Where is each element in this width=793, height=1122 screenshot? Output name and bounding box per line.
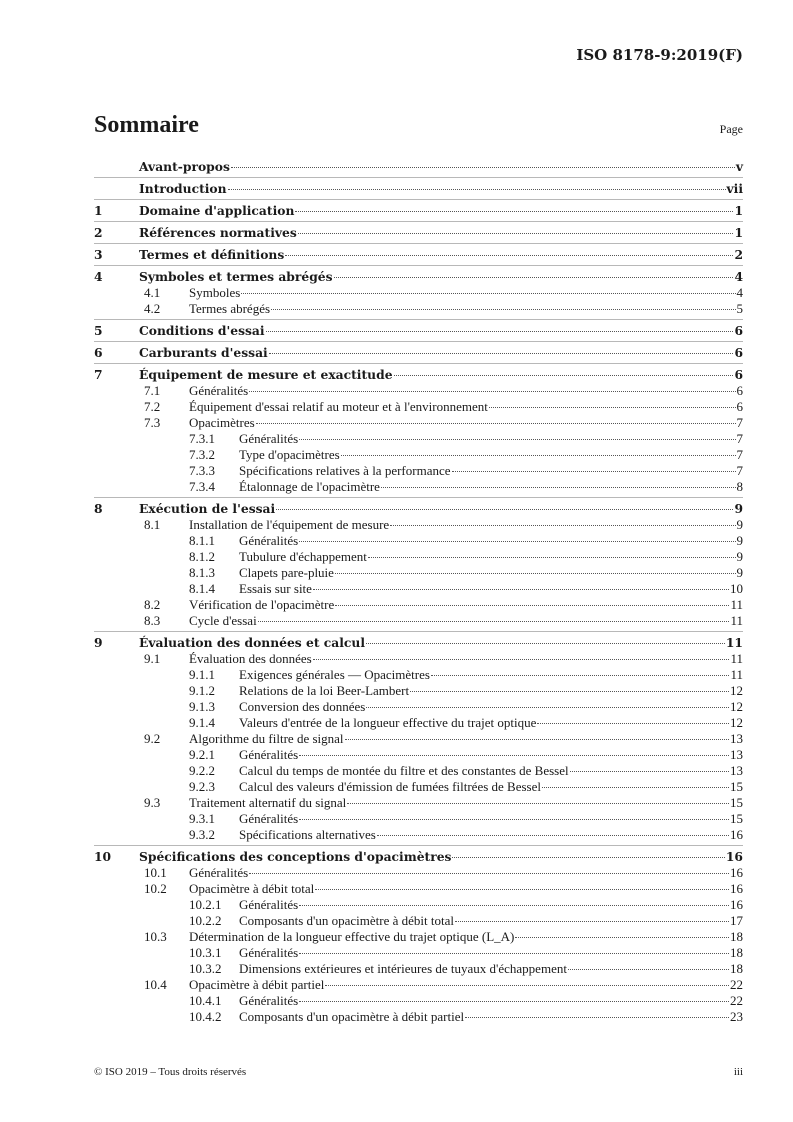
toc-entry-number: 10.2.2 <box>189 913 222 928</box>
toc-entry-label: Généralités <box>239 897 299 912</box>
toc-entry[interactable] <box>94 667 743 683</box>
toc-entry[interactable] <box>94 565 743 581</box>
toc-entry-label: Calcul du temps de montée du filtre et des constantes de Bessel <box>239 763 569 778</box>
standard-number: ISO 8178-9:2019(F) <box>576 46 743 64</box>
toc-entry-page: 15 <box>730 795 743 810</box>
toc-entry[interactable] <box>94 865 743 881</box>
toc-entry[interactable] <box>94 517 743 533</box>
toc-entry-label: Opacimètres <box>189 415 255 430</box>
toc-entry-page: 6 <box>734 367 743 382</box>
toc-entry-label: Symboles et termes abrégés <box>139 269 333 284</box>
toc-entry-label: Symboles <box>189 285 241 300</box>
toc-entry-number: 9.1.4 <box>189 715 215 730</box>
toc-entry-label: Vérification de l'opacimètre <box>189 597 335 612</box>
toc-entry-number: 4 <box>94 269 103 284</box>
toc-entry-label: Conversion des données <box>239 699 366 714</box>
toc-leader-dots <box>285 255 733 256</box>
toc-entry[interactable] <box>94 285 743 301</box>
toc-section <box>94 497 743 631</box>
toc-entry-label: Termes abrégés <box>189 301 271 316</box>
toc-entry[interactable] <box>94 849 743 865</box>
toc-entry[interactable] <box>94 159 743 175</box>
toc-entry[interactable] <box>94 431 743 447</box>
toc-leader-dots <box>299 439 735 440</box>
toc-leader-dots <box>334 277 734 278</box>
toc-entry-page: 16 <box>730 881 743 896</box>
toc-entry-page: 13 <box>730 747 743 762</box>
toc-leader-dots <box>542 787 729 788</box>
toc-entry[interactable] <box>94 345 743 361</box>
toc-entry-page: 13 <box>730 763 743 778</box>
toc-entry-number: 9.3 <box>144 795 161 810</box>
toc-leader-dots <box>299 953 729 954</box>
toc-leader-dots <box>266 331 734 332</box>
toc-leader-dots <box>325 985 729 986</box>
toc-entry[interactable] <box>94 897 743 913</box>
toc-entry-number: 7.3 <box>144 415 161 430</box>
toc-entry-number: 8.1.1 <box>189 533 215 548</box>
toc-entry[interactable] <box>94 581 743 597</box>
toc-entry-number: 2 <box>94 225 103 240</box>
toc-entry-number: 4.2 <box>144 301 161 316</box>
toc-leader-dots <box>299 819 729 820</box>
toc-entry-page: 6 <box>736 399 743 414</box>
toc-entry-page: 23 <box>730 1009 743 1024</box>
toc-entry-number: 8.3 <box>144 613 161 628</box>
toc-entry-page: 5 <box>736 301 743 316</box>
toc-entry-page: 1 <box>734 203 743 218</box>
toc-leader-dots <box>366 643 725 644</box>
toc-entry[interactable] <box>94 323 743 339</box>
toc-entry-page: 1 <box>734 225 743 240</box>
toc-entry[interactable] <box>94 533 743 549</box>
toc-leader-dots <box>299 755 729 756</box>
toc-entry-page: 11 <box>730 651 743 666</box>
toc-leader-dots <box>313 589 729 590</box>
toc-entry[interactable] <box>94 961 743 977</box>
toc-leader-dots <box>377 835 729 836</box>
toc-leader-dots <box>452 857 724 858</box>
toc-leader-dots <box>335 605 729 606</box>
toc-entry-label: Références normatives <box>139 225 297 240</box>
toc-leader-dots <box>271 309 735 310</box>
toc-entry[interactable] <box>94 651 743 667</box>
toc-entry[interactable] <box>94 795 743 811</box>
toc-entry-label: Étalonnage de l'opacimètre <box>239 479 380 494</box>
toc-leader-dots <box>410 691 729 692</box>
toc-leader-dots <box>381 487 736 488</box>
toc-entry[interactable] <box>94 383 743 399</box>
toc-entry-page: 7 <box>736 463 743 478</box>
toc-entry-label: Généralités <box>189 865 249 880</box>
toc-entry-label: Spécifications relatives à la performance <box>239 463 451 478</box>
toc-entry[interactable] <box>94 929 743 945</box>
toc-entry-label: Traitement alternatif du signal <box>189 795 347 810</box>
toc-entry[interactable] <box>94 715 743 731</box>
toc-section <box>94 199 743 221</box>
toc-entry[interactable] <box>94 779 743 795</box>
toc-leader-dots <box>256 423 736 424</box>
toc-entry-number: 9 <box>94 635 103 650</box>
toc-entry-label: Équipement de mesure et exactitude <box>139 367 393 382</box>
toc-entry-label: Équipement d'essai relatif au moteur et à l'environnement <box>189 399 488 414</box>
toc-leader-dots <box>228 189 726 190</box>
toc-entry-label: Généralités <box>239 533 299 548</box>
toc-entry-number: 8.1.4 <box>189 581 215 596</box>
toc-entry-number: 10.3.1 <box>189 945 222 960</box>
toc-entry-number: 9.3.2 <box>189 827 215 842</box>
toc-leader-dots <box>568 969 729 970</box>
toc-entry[interactable] <box>94 399 743 415</box>
toc-leader-dots <box>299 541 735 542</box>
toc-entry-page: 12 <box>730 715 743 730</box>
toc-entry[interactable] <box>94 827 743 843</box>
toc-entry-page: 15 <box>730 779 743 794</box>
toc-entry[interactable] <box>94 763 743 779</box>
toc-entry-number: 8 <box>94 501 103 516</box>
toc-entry[interactable] <box>94 683 743 699</box>
toc-entry-page: 11 <box>730 667 743 682</box>
toc-entry-label: Termes et définitions <box>139 247 285 262</box>
toc-leader-dots <box>431 675 730 676</box>
toc-entry-number: 8.1.2 <box>189 549 215 564</box>
toc-leader-dots <box>390 525 735 526</box>
toc-entry-label: Tubulure d'échappement <box>239 549 367 564</box>
toc-entry-label: Installation de l'équipement de mesure <box>189 517 390 532</box>
toc-leader-dots <box>537 723 729 724</box>
toc-entry-label: Composants d'un opacimètre à débit partiel <box>239 1009 465 1024</box>
toc-entry-label: Domaine d'application <box>139 203 295 218</box>
toc-entry-label: Valeurs d'entrée de la longueur effective du trajet optique <box>239 715 537 730</box>
toc-entry-label: Généralités <box>239 945 299 960</box>
toc-section <box>94 243 743 265</box>
toc-leader-dots <box>335 573 736 574</box>
toc-entry[interactable] <box>94 301 743 317</box>
toc-entry-page: 10 <box>730 581 743 596</box>
toc-entry[interactable] <box>94 811 743 827</box>
toc-section <box>94 363 743 497</box>
toc-leader-dots <box>455 921 729 922</box>
toc-entry-label: Évaluation des données <box>189 651 312 666</box>
toc-leader-dots <box>298 233 734 234</box>
table-of-contents <box>94 156 743 1027</box>
toc-entry-label: Avant-propos <box>139 159 230 174</box>
toc-entry-page: 16 <box>730 865 743 880</box>
toc-entry-label: Introduction <box>139 181 227 196</box>
toc-entry-page: vii <box>726 181 743 196</box>
toc-entry-label: Opacimètre à débit partiel <box>189 977 325 992</box>
toc-entry-label: Généralités <box>239 747 299 762</box>
toc-leader-dots <box>368 557 736 558</box>
toc-entry-label: Généralités <box>239 811 299 826</box>
toc-entry[interactable] <box>94 367 743 383</box>
toc-entry[interactable] <box>94 549 743 565</box>
toc-entry[interactable] <box>94 597 743 613</box>
toc-leader-dots <box>241 293 735 294</box>
toc-entry-number: 10.2 <box>144 881 167 896</box>
toc-leader-dots <box>452 471 736 472</box>
toc-entry-page: 16 <box>730 897 743 912</box>
toc-entry-page: 13 <box>730 731 743 746</box>
toc-leader-dots <box>249 873 729 874</box>
toc-leader-dots <box>299 905 729 906</box>
toc-leader-dots <box>345 739 729 740</box>
toc-leader-dots <box>315 889 729 890</box>
toc-entry-page: 17 <box>730 913 743 928</box>
toc-leader-dots <box>570 771 729 772</box>
toc-entry-number: 8.1 <box>144 517 161 532</box>
toc-entry-label: Calcul des valeurs d'émission de fumées filtrées de Bessel <box>239 779 541 794</box>
toc-entry-number: 9.1 <box>144 651 161 666</box>
toc-entry-page: 4 <box>736 285 743 300</box>
page-column-label: Page <box>719 122 743 136</box>
toc-entry-label: Évaluation des données et calcul <box>139 635 366 650</box>
toc-entry-page: 11 <box>725 635 743 650</box>
toc-entry[interactable] <box>94 945 743 961</box>
toc-entry-number: 9.2.1 <box>189 747 215 762</box>
toc-entry[interactable] <box>94 731 743 747</box>
toc-entry-page: 9 <box>736 549 743 564</box>
toc-entry[interactable] <box>94 447 743 463</box>
toc-entry-number: 7.3.2 <box>189 447 215 462</box>
toc-section <box>94 156 743 177</box>
toc-entry[interactable] <box>94 977 743 993</box>
toc-entry-label: Conditions d'essai <box>139 323 265 338</box>
toc-entry[interactable] <box>94 501 743 517</box>
toc-leader-dots <box>465 1017 729 1018</box>
toc-entry-page: 7 <box>736 431 743 446</box>
toc-section <box>94 265 743 319</box>
toc-entry-page: 7 <box>736 415 743 430</box>
toc-leader-dots <box>258 621 730 622</box>
toc-leader-dots <box>249 391 735 392</box>
toc-entry-label: Cycle d'essai <box>189 613 257 628</box>
toc-entry[interactable] <box>94 463 743 479</box>
toc-entry-page: 6 <box>736 383 743 398</box>
toc-entry[interactable] <box>94 993 743 1009</box>
toc-leader-dots <box>269 353 734 354</box>
toc-entry-label: Exécution de l'essai <box>139 501 276 516</box>
toc-entry-label: Généralités <box>239 993 299 1008</box>
toc-entry-number: 8.1.3 <box>189 565 215 580</box>
toc-entry-number: 9.2 <box>144 731 161 746</box>
toc-entry-page: 6 <box>734 323 743 338</box>
toc-entry[interactable] <box>94 1009 743 1025</box>
toc-entry-number: 10.3.2 <box>189 961 222 976</box>
toc-section <box>94 319 743 341</box>
toc-entry[interactable] <box>94 699 743 715</box>
toc-entry-number: 10.4 <box>144 977 167 992</box>
toc-entry[interactable] <box>94 913 743 929</box>
toc-leader-dots <box>366 707 729 708</box>
toc-entry-number: 9.1.2 <box>189 683 215 698</box>
toc-entry-label: Dimensions extérieures et intérieures de tuyaux d'échappement <box>239 961 567 976</box>
toc-entry-number: 10.2.1 <box>189 897 222 912</box>
toc-entry-page: v <box>735 159 743 174</box>
toc-entry-page: 7 <box>736 447 743 462</box>
toc-entry-label: Opacimètre à débit total <box>189 881 315 896</box>
toc-entry-label: Composants d'un opacimètre à débit total <box>239 913 454 928</box>
toc-entry-number: 9.2.2 <box>189 763 215 778</box>
toc-entry[interactable] <box>94 181 743 197</box>
toc-entry-label: Algorithme du filtre de signal <box>189 731 344 746</box>
toc-entry-label: Clapets pare-pluie <box>239 565 334 580</box>
toc-entry-page: 16 <box>730 827 743 842</box>
toc-entry-page: 12 <box>730 699 743 714</box>
toc-entry-page: 18 <box>730 961 743 976</box>
title-row <box>94 112 743 142</box>
toc-entry[interactable] <box>94 225 743 241</box>
toc-entry[interactable] <box>94 747 743 763</box>
toc-entry[interactable] <box>94 881 743 897</box>
toc-entry-page: 11 <box>730 613 743 628</box>
copyright-notice: © ISO 2019 – Tous droits réservés <box>94 1066 247 1078</box>
toc-leader-dots <box>313 659 730 660</box>
toc-entry-page: 18 <box>730 929 743 944</box>
toc-entry-page: 9 <box>736 565 743 580</box>
toc-entry-page: 16 <box>725 849 743 864</box>
toc-entry-label: Spécifications alternatives <box>239 827 376 842</box>
toc-entry[interactable] <box>94 247 743 263</box>
toc-section <box>94 845 743 1027</box>
toc-entry-number: 7 <box>94 367 103 382</box>
toc-section <box>94 341 743 363</box>
toc-leader-dots <box>276 509 733 510</box>
toc-entry-label: Généralités <box>239 431 299 446</box>
toc-entry-page: 11 <box>730 597 743 612</box>
toc-entry-number: 10.3 <box>144 929 167 944</box>
toc-entry-number: 9.1.1 <box>189 667 215 682</box>
toc-entry-number: 8.2 <box>144 597 161 612</box>
toc-entry-number: 10.4.2 <box>189 1009 222 1024</box>
toc-entry-label: Type d'opacimètres <box>239 447 340 462</box>
toc-leader-dots <box>231 167 735 168</box>
toc-entry-page: 8 <box>736 479 743 494</box>
toc-entry-number: 3 <box>94 247 103 262</box>
toc-entry-page: 4 <box>734 269 743 284</box>
toc-entry-number: 10.1 <box>144 865 167 880</box>
toc-leader-dots <box>515 937 729 938</box>
toc-section <box>94 177 743 199</box>
toc-entry-number: 1 <box>94 203 103 218</box>
toc-entry-number: 7.2 <box>144 399 161 414</box>
toc-leader-dots <box>299 1001 729 1002</box>
toc-entry-label: Exigences générales — Opacimètres <box>239 667 430 682</box>
toc-entry-number: 6 <box>94 345 103 360</box>
toc-entry-page: 9 <box>736 533 743 548</box>
toc-entry[interactable] <box>94 269 743 285</box>
toc-entry-number: 7.3.4 <box>189 479 215 494</box>
toc-entry-number: 4.1 <box>144 285 161 300</box>
toc-entry-label: Carburants d'essai <box>139 345 268 360</box>
toc-entry[interactable] <box>94 613 743 629</box>
toc-section <box>94 631 743 845</box>
toc-entry[interactable] <box>94 415 743 431</box>
page-title: Sommaire <box>94 112 199 138</box>
toc-leader-dots <box>295 211 733 212</box>
toc-leader-dots <box>394 375 734 376</box>
toc-entry-page: 18 <box>730 945 743 960</box>
toc-entry-number: 5 <box>94 323 103 338</box>
toc-section <box>94 221 743 243</box>
toc-entry-number: 9.1.3 <box>189 699 215 714</box>
toc-entry-number: 7.3.3 <box>189 463 215 478</box>
toc-entry-page: 9 <box>734 501 743 516</box>
toc-entry-number: 9.3.1 <box>189 811 215 826</box>
page-number: iii <box>733 1066 743 1078</box>
toc-entry-label: Généralités <box>189 383 249 398</box>
toc-leader-dots <box>347 803 729 804</box>
toc-entry-number: 10 <box>94 849 112 864</box>
toc-entry-number: 7.1 <box>144 383 161 398</box>
toc-entry[interactable] <box>94 203 743 219</box>
toc-entry-number: 10.4.1 <box>189 993 222 1008</box>
toc-entry-label: Essais sur site <box>239 581 312 596</box>
toc-entry-page: 2 <box>734 247 743 262</box>
toc-entry-page: 22 <box>730 993 743 1008</box>
toc-entry-label: Relations de la loi Beer-Lambert <box>239 683 410 698</box>
toc-leader-dots <box>341 455 736 456</box>
toc-entry-label: Détermination de la longueur effective du trajet optique (L_A) <box>189 929 515 944</box>
toc-entry-number: 9.2.3 <box>189 779 215 794</box>
toc-entry-number: 7.3.1 <box>189 431 215 446</box>
toc-entry-page: 22 <box>730 977 743 992</box>
toc-entry-page: 12 <box>730 683 743 698</box>
toc-entry[interactable] <box>94 479 743 495</box>
toc-entry-label: Spécifications des conceptions d'opacimètres <box>139 849 452 864</box>
toc-entry-page: 9 <box>736 517 743 532</box>
toc-entry-page: 15 <box>730 811 743 826</box>
toc-entry-page: 6 <box>734 345 743 360</box>
toc-leader-dots <box>489 407 736 408</box>
toc-entry[interactable] <box>94 635 743 651</box>
